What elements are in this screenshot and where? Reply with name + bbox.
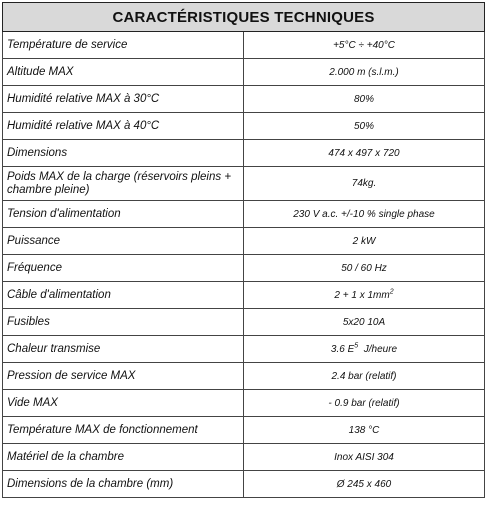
table-row xyxy=(3,471,485,498)
row-value: 474 x 497 x 720 xyxy=(244,140,485,167)
row-value: 74kg. xyxy=(244,167,485,201)
table-row xyxy=(3,390,485,417)
row-value: Ø 245 x 460 xyxy=(244,471,485,498)
row-value: Inox AISI 304 xyxy=(244,444,485,471)
table-row xyxy=(3,363,485,390)
table-row xyxy=(3,282,485,309)
row-label: Tension d'alimentation xyxy=(3,201,244,228)
row-label: Pression de service MAX xyxy=(3,363,244,390)
row-label: Matériel de la chambre xyxy=(3,444,244,471)
table-row xyxy=(3,140,485,167)
value-unit: J/heure xyxy=(358,343,398,355)
row-label: Fréquence xyxy=(3,255,244,282)
row-value: 2 kW xyxy=(244,228,485,255)
row-label: Humidité relative MAX à 30°C xyxy=(3,86,244,113)
value-main: 2 + 1 x 1mm xyxy=(334,289,390,301)
row-value: 5x20 10A xyxy=(244,309,485,336)
row-label: Altitude MAX xyxy=(3,59,244,86)
row-value: 50% xyxy=(244,113,485,140)
table-row xyxy=(3,113,485,140)
table-row xyxy=(3,336,485,363)
row-label: Câble d'alimentation xyxy=(3,282,244,309)
row-value: 50 / 60 Hz xyxy=(244,255,485,282)
row-value: 80% xyxy=(244,86,485,113)
row-label: Température MAX de fonctionnement xyxy=(3,417,244,444)
table-row xyxy=(3,32,485,59)
row-label: Dimensions xyxy=(3,140,244,167)
table-row xyxy=(3,228,485,255)
table-row xyxy=(3,86,485,113)
table-row xyxy=(3,309,485,336)
row-label: Dimensions de la chambre (mm) xyxy=(3,471,244,498)
row-value xyxy=(244,336,485,363)
spec-table-container xyxy=(2,2,485,498)
row-label: Poids MAX de la charge (réservoirs pleins + chambre pleine) xyxy=(3,167,244,201)
table-row xyxy=(3,59,485,86)
table-row xyxy=(3,444,485,471)
table-row xyxy=(3,167,485,201)
row-value: +5°C ÷ +40°C xyxy=(244,32,485,59)
row-value: - 0.9 bar (relatif) xyxy=(244,390,485,417)
value-superscript: 2 xyxy=(389,288,394,296)
row-value: 138 °C xyxy=(244,417,485,444)
row-label: Humidité relative MAX à 40°C xyxy=(3,113,244,140)
table-row xyxy=(3,201,485,228)
row-value xyxy=(244,282,485,309)
table-title: CARACTÉRISTIQUES TECHNIQUES xyxy=(3,3,485,32)
technical-specifications-table xyxy=(2,2,485,498)
value-superscript: 5 xyxy=(354,342,359,350)
row-label: Vide MAX xyxy=(3,390,244,417)
row-value: 2.4 bar (relatif) xyxy=(244,363,485,390)
row-label: Fusibles xyxy=(3,309,244,336)
row-label: Température de service xyxy=(3,32,244,59)
row-label: Chaleur transmise xyxy=(3,336,244,363)
value-main: 3.6 E xyxy=(330,343,355,355)
row-value: 230 V a.c. +/-10 % single phase xyxy=(244,201,485,228)
row-label: Puissance xyxy=(3,228,244,255)
table-row xyxy=(3,255,485,282)
row-value: 2.000 m (s.l.m.) xyxy=(244,59,485,86)
table-row xyxy=(3,417,485,444)
